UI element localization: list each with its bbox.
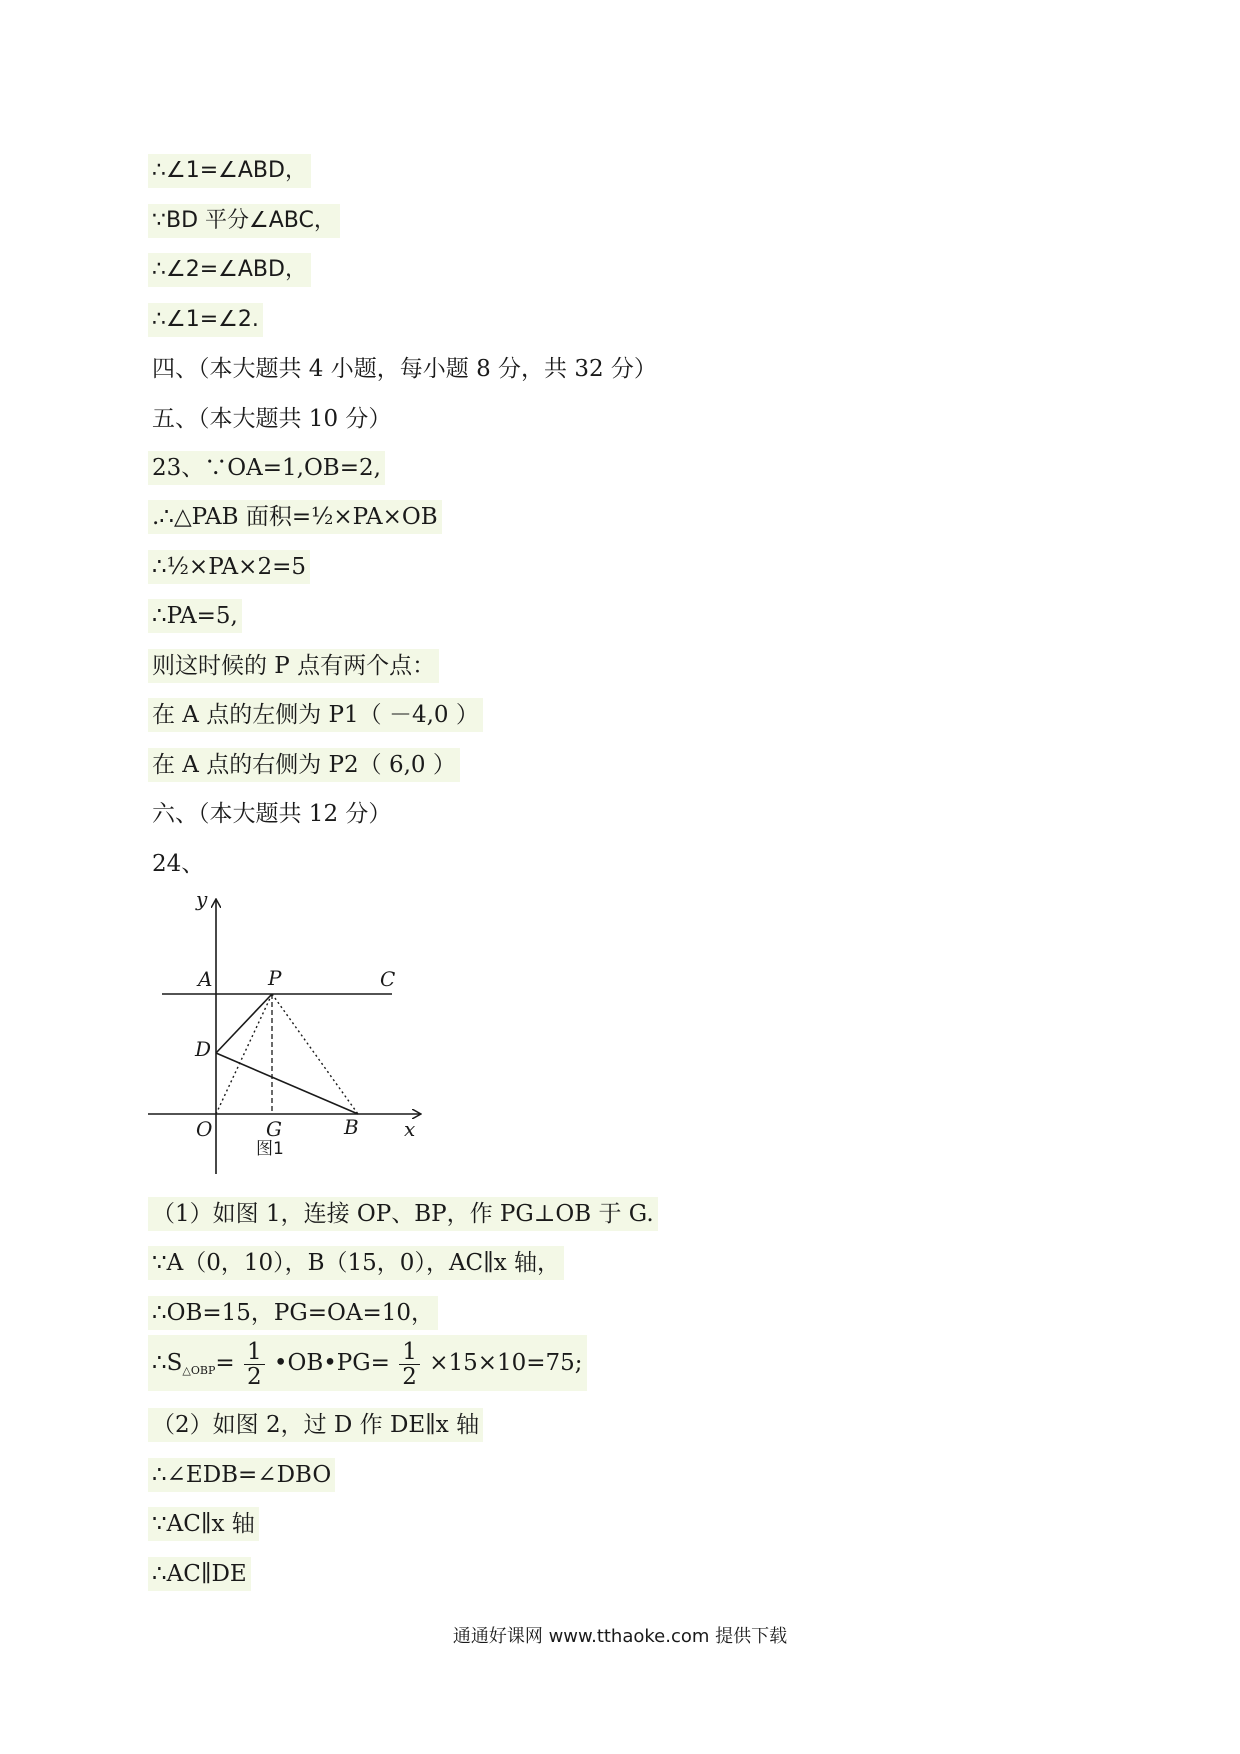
formula-eq: = <box>215 1350 235 1376</box>
figure-caption: 图1 <box>256 1139 284 1159</box>
label-d: D <box>195 1037 212 1061</box>
q23-line-7: 在 A 点的右侧为 P2（ 6,0 ） <box>148 748 460 782</box>
q24-part2-line-3: ∵AC∥x 轴 <box>148 1507 259 1541</box>
section-4-heading: 四、（本大题共 4 小题，每小题 8 分，共 32 分） <box>152 356 657 382</box>
fraction-2 <box>399 1340 420 1389</box>
section-6-heading: 六、（本大题共 12 分） <box>152 801 392 827</box>
q24-part2-line-2: ∴∠EDB=∠DBO <box>148 1458 335 1492</box>
formula-subscript: △OBP <box>182 1364 216 1377</box>
fraction-1 <box>244 1340 265 1389</box>
q24-part2-line-1: （2）如图 2，过 D 作 DE∥x 轴 <box>148 1408 483 1442</box>
q23-line-1: 23、∵OA=1,OB=2, <box>148 451 385 485</box>
q24-label: 24、 <box>152 851 205 877</box>
dotted-op <box>216 994 272 1114</box>
q24-part1-line-3: ∴OB=15，PG=OA=10， <box>148 1296 438 1330</box>
area-formula <box>148 1335 587 1391</box>
proof-line-3: ∴∠2=∠ABD， <box>148 253 311 287</box>
section-5-heading: 五、（本大题共 10 分） <box>152 406 392 432</box>
label-a: A <box>198 967 213 991</box>
formula-tail: ×15×10=75; <box>429 1350 583 1376</box>
fraction-1-denominator: 2 <box>246 1363 262 1390</box>
fraction-2-denominator: 2 <box>402 1363 417 1390</box>
label-o: O <box>196 1117 213 1141</box>
label-g: G <box>266 1117 282 1141</box>
label-b: B <box>344 1115 359 1139</box>
page-footer: 通通好课网 www.tthaoke.com 提供下载 <box>452 1626 788 1647</box>
segment-dp <box>216 994 272 1053</box>
figure-1-diagram <box>140 888 430 1178</box>
label-y: y <box>196 888 208 911</box>
q24-part2-line-4: ∴AC∥DE <box>148 1557 251 1591</box>
formula-mid: •OB•PG= <box>273 1350 390 1376</box>
q24-part1-line-1: （1）如图 1，连接 OP、BP，作 PG⊥OB 于 G. <box>148 1197 658 1231</box>
proof-line-4: ∴∠1=∠2. <box>148 303 263 337</box>
q23-line-2: .∴△PAB 面积=½×PA×OB <box>148 500 442 534</box>
proof-line-2: ∵BD 平分∠ABC， <box>148 204 340 238</box>
q23-line-4: ∴PA=5, <box>148 599 242 633</box>
fraction-2-numerator: 1 <box>399 1340 420 1365</box>
label-c: C <box>380 967 396 991</box>
label-x: x <box>404 1117 416 1141</box>
q23-line-5: 则这时候的 P 点有两个点： <box>148 649 439 683</box>
q23-line-3: ∴½×PA×2=5 <box>148 550 310 584</box>
q24-part1-line-2: ∵A（0，10），B（15，0），AC∥x 轴， <box>148 1246 564 1280</box>
label-p: P <box>268 966 282 990</box>
q23-line-6: 在 A 点的左侧为 P1（ －4,0 ） <box>148 698 483 732</box>
proof-line-1: ∴∠1=∠ABD， <box>148 154 311 188</box>
formula-prefix: ∴S <box>152 1350 183 1376</box>
fraction-1-numerator: 1 <box>244 1340 265 1365</box>
